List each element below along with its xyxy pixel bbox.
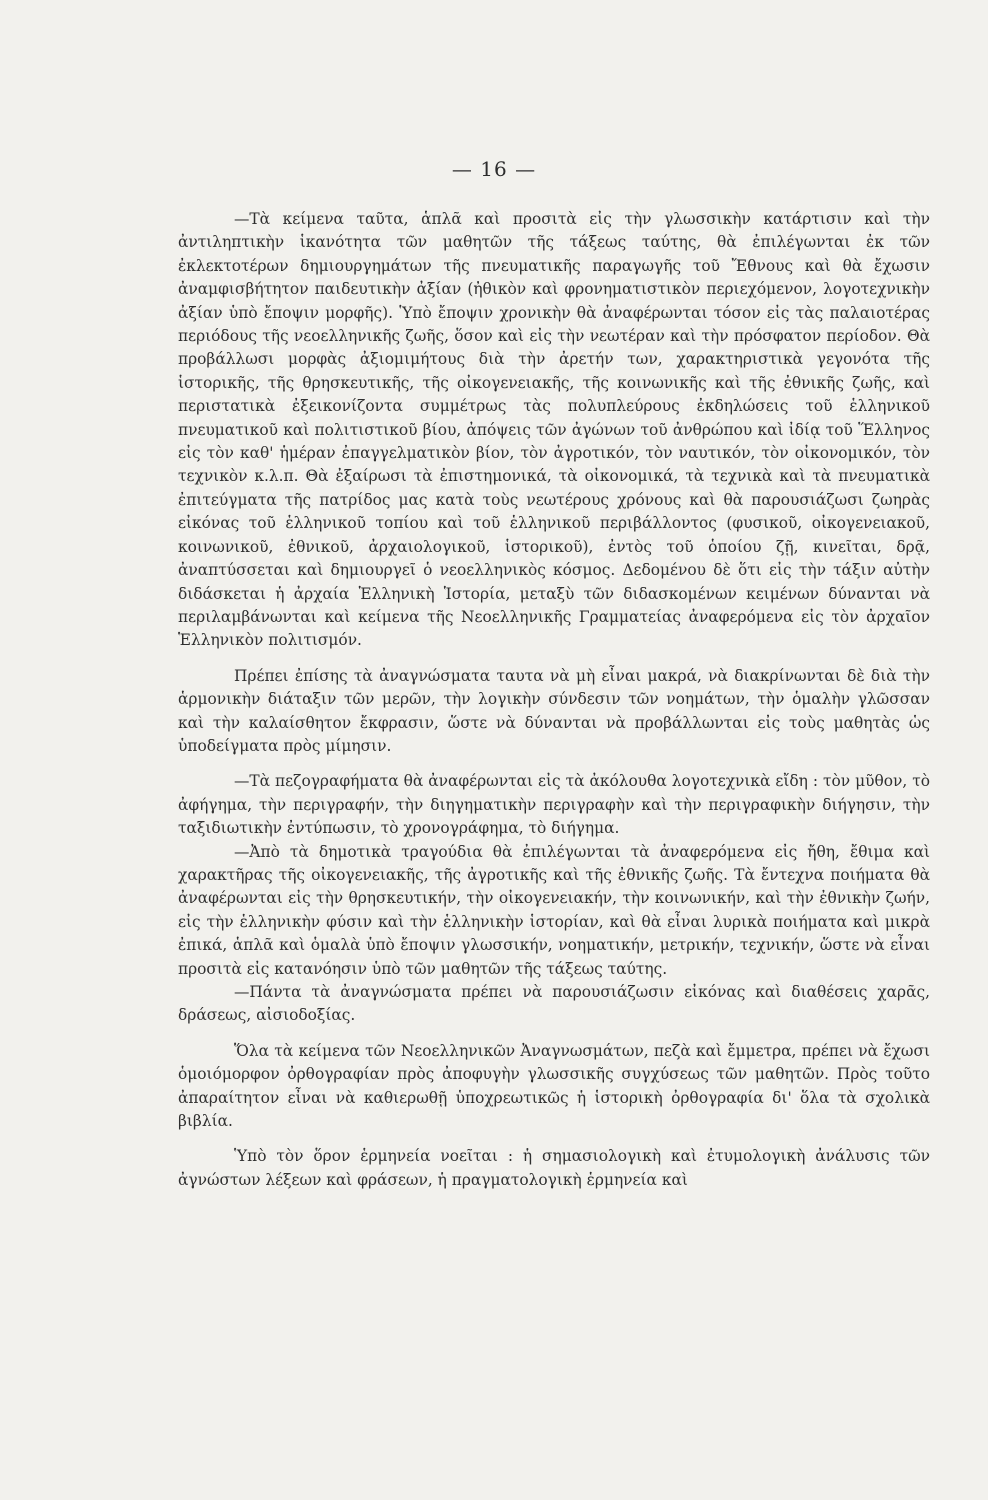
- paragraph: —Τὰ πεζογραφήματα θὰ ἀναφέρωνται εἰς τὰ ἀκόλουθα λογοτεχνικὰ εἴδη : τὸν μῦθον, τὸ ἀφήγημα, τὴν περιγραφήν, τὴν διηγηματικὴν περιγραφὴν καὶ τὴν περιγραφικὴν διήγησιν, τὴν ταξιδιωτικὴν ἐντύπωσιν, τὸ χρονογράφημα, τὸ διήγημα.: [178, 772, 930, 838]
- paragraph: —Ἀπὸ τὰ δημοτικὰ τραγούδια θὰ ἐπιλέγωνται τὰ ἀναφερόμενα εἰς ἤθη, ἔθιμα καὶ χαρακτῆρας τῆς οἰκογενειακῆς, τῆς ἀγροτικῆς καὶ τῆς ἐθνικῆς ζωῆς. Τὰ ἔντεχνα ποιήματα θὰ ἀναφέρωνται εἰς τὴν θρησκευτικήν, τὴν οἰκογενειακήν, τὴν κοινωνικήν, καὶ τὴν ἐθνικὴν ζωήν, εἰς τὴν ἑλληνικὴν φύσιν καὶ τὴν ἑλληνικὴν ἱστορίαν, καὶ θὰ εἶναι λυρικὰ ποιήματα καὶ μικρὰ ἐπικά, ἁπλᾶ καὶ ὁμαλὰ ὑπὸ ἔποψιν γλωσσικήν, νοηματικήν, μετρικήν, τεχνικήν, ὥστε νὰ εἶναι προσιτὰ εἰς κατανόησιν ὑπὸ τῶν μαθητῶν τῆς τάξεως ταύτης.: [178, 842, 930, 978]
- paragraph: Πρέπει ἐπίσης τὰ ἀναγνώσματα ταυτα νὰ μὴ εἶναι μακρά, νὰ διακρίνωνται δὲ διὰ τὴν ἁρμονικὴν διάταξιν τῶν μερῶν, τὴν λογικὴν σύνδεσιν τῶν νοημάτων, τὴν ὁμαλὴν γλῶσσαν καὶ τὴν καλαίσθητον ἔκφρασιν, ὥστε νὰ δύνανται νὰ προβάλλωνται εἰς τοὺς μαθητὰς ὡς ὑποδείγματα πρὸς μίμησιν.: [178, 666, 930, 755]
- paragraph: —Τὰ κείμενα ταῦτα, ἁπλᾶ καὶ προσιτὰ εἰς τὴν γλωσσικὴν κατάρτισιν καὶ τὴν ἀντιληπτικὴν ἱκανότητα τῶν μαθητῶν τῆς τάξεως ταύτης, θὰ ἐπιλέγωνται ἐκ τῶν ἐκλεκτοτέρων δημιουργημάτων τῆς πνευματικῆς παραγωγῆς τοῦ Ἔθνους καὶ θὰ ἔχωσιν ἀναμφισβήτητον παιδευτικὴν ἀξίαν (ἠθικὸν καὶ φρονηματιστικὸν περιεχόμενον, λογοτεχνικὴν ἀξίαν ὑπὸ ἔποψιν μορφῆς). Ὑπὸ ἔποψιν χρονικὴν θὰ ἀναφέρωνται τόσον εἰς τὰς παλαιοτέρας περιόδους τῆς νεοελληνικῆς ζωῆς, ὅσον καὶ εἰς τὴν νεωτέραν καὶ τὴν πρόσφατον περίοδον. Θὰ προβάλλωσι μορφὰς ἀξιομιμήτους διὰ τὴν ἀρετήν των, χαρακτηριστικὰ γεγονότα τῆς ἱστορικῆς, τῆς θρησκευτικῆς, τῆς οἰκογενειακῆς, τῆς κοινωνικῆς καὶ τῆς ἐθνικῆς ζωῆς, καὶ περιστατικὰ ἐξεικονίζοντα συμμέτρως τὰς πολυπλεύρους ἐκδηλώσεις τοῦ ἑλληνικοῦ πνευματικοῦ καὶ πολιτιστικοῦ βίου, ἀπόψεις τῶν ἀγώνων τοῦ ἀνθρώπου καὶ ἰδίᾳ τοῦ Ἕλληνος εἰς τὸν καθ' ἡμέραν ἐπαγγελματικὸν βίον, τὸν ἀγροτικόν, τὸν ναυτικόν, τὸν οἰκονομικόν, τὸν τεχνικὸν κ.λ.π. Θὰ ἐξαίρωσι τὰ ἐπιστημονικά, τὰ οἰκονομικά, τὰ τεχνικὰ καὶ τὰ πνευματικὰ ἐπιτεύγματα τῆς πατρίδος μας κατὰ τοὺς νεωτέρους χρόνους καὶ θὰ παρουσιάζωσι ζωηρὰς εἰκόνας τοῦ ἑλληνικοῦ τοπίου καὶ τοῦ ἑλληνικοῦ περιβάλλοντος (φυσικοῦ, οἰκογενειακοῦ, κοινωνικοῦ, ἐθνικοῦ, ἀρχαιολογικοῦ, ἱστορικοῦ), ἐντὸς τοῦ ὁποίου ζῇ, κινεῖται, δρᾷ, ἀναπτύσσεται καὶ δημιουργεῖ ὁ νεοελληνικὸς κόσμος. Δεδομένου δὲ ὅτι εἰς τὴν τάξιν αὐτὴν διδάσκεται ἡ ἀρχαία Ἑλληνικὴ Ἱστορία, μεταξὺ τῶν διδασκομένων κειμένων δύνανται νὰ περιλαμβάνωνται καὶ κείμενα τῆς Νεοελληνικῆς Γραμματείας ἀναφερόμενα εἰς τὸν ἀρχαῖον Ἑλληνικὸν πολιτισμόν.: [178, 210, 930, 650]
- paragraph: —Πάντα τὰ ἀναγνώσματα πρέπει νὰ παρουσιάζωσιν εἰκόνας καὶ διαθέσεις χαρᾶς, δράσεως, αἰσιοδοξίας.: [178, 983, 930, 1025]
- body-text: [178, 208, 930, 1192]
- paragraph: Ὅλα τὰ κείμενα τῶν Νεοελληνικῶν Ἀναγνωσμάτων, πεζὰ καὶ ἔμμετρα, πρέπει νὰ ἔχωσι ὁμοιόμορφον ὀρθογραφίαν πρὸς ἀποφυγὴν γλωσσικῆς συγχύσεως τῶν μαθητῶν. Πρὸς τοῦτο ἀπαραίτητον εἶναι νὰ καθιερωθῇ ὑποχρεωτικῶς ἡ ἱστορικὴ ὀρθογραφία δι' ὅλα τὰ σχολικὰ βιβλία.: [178, 1041, 930, 1131]
- page-number: — 16 —: [451, 157, 537, 181]
- paragraph: Ὑπὸ τὸν ὅρον ἑρμηνεία νοεῖται : ἡ σημασιολογικὴ καὶ ἐτυμολογικὴ ἀνάλυσις τῶν ἀγνώστων λέξεων καὶ φράσεων, ἡ πραγματολογικὴ ἑρμηνεία καὶ: [178, 1147, 930, 1189]
